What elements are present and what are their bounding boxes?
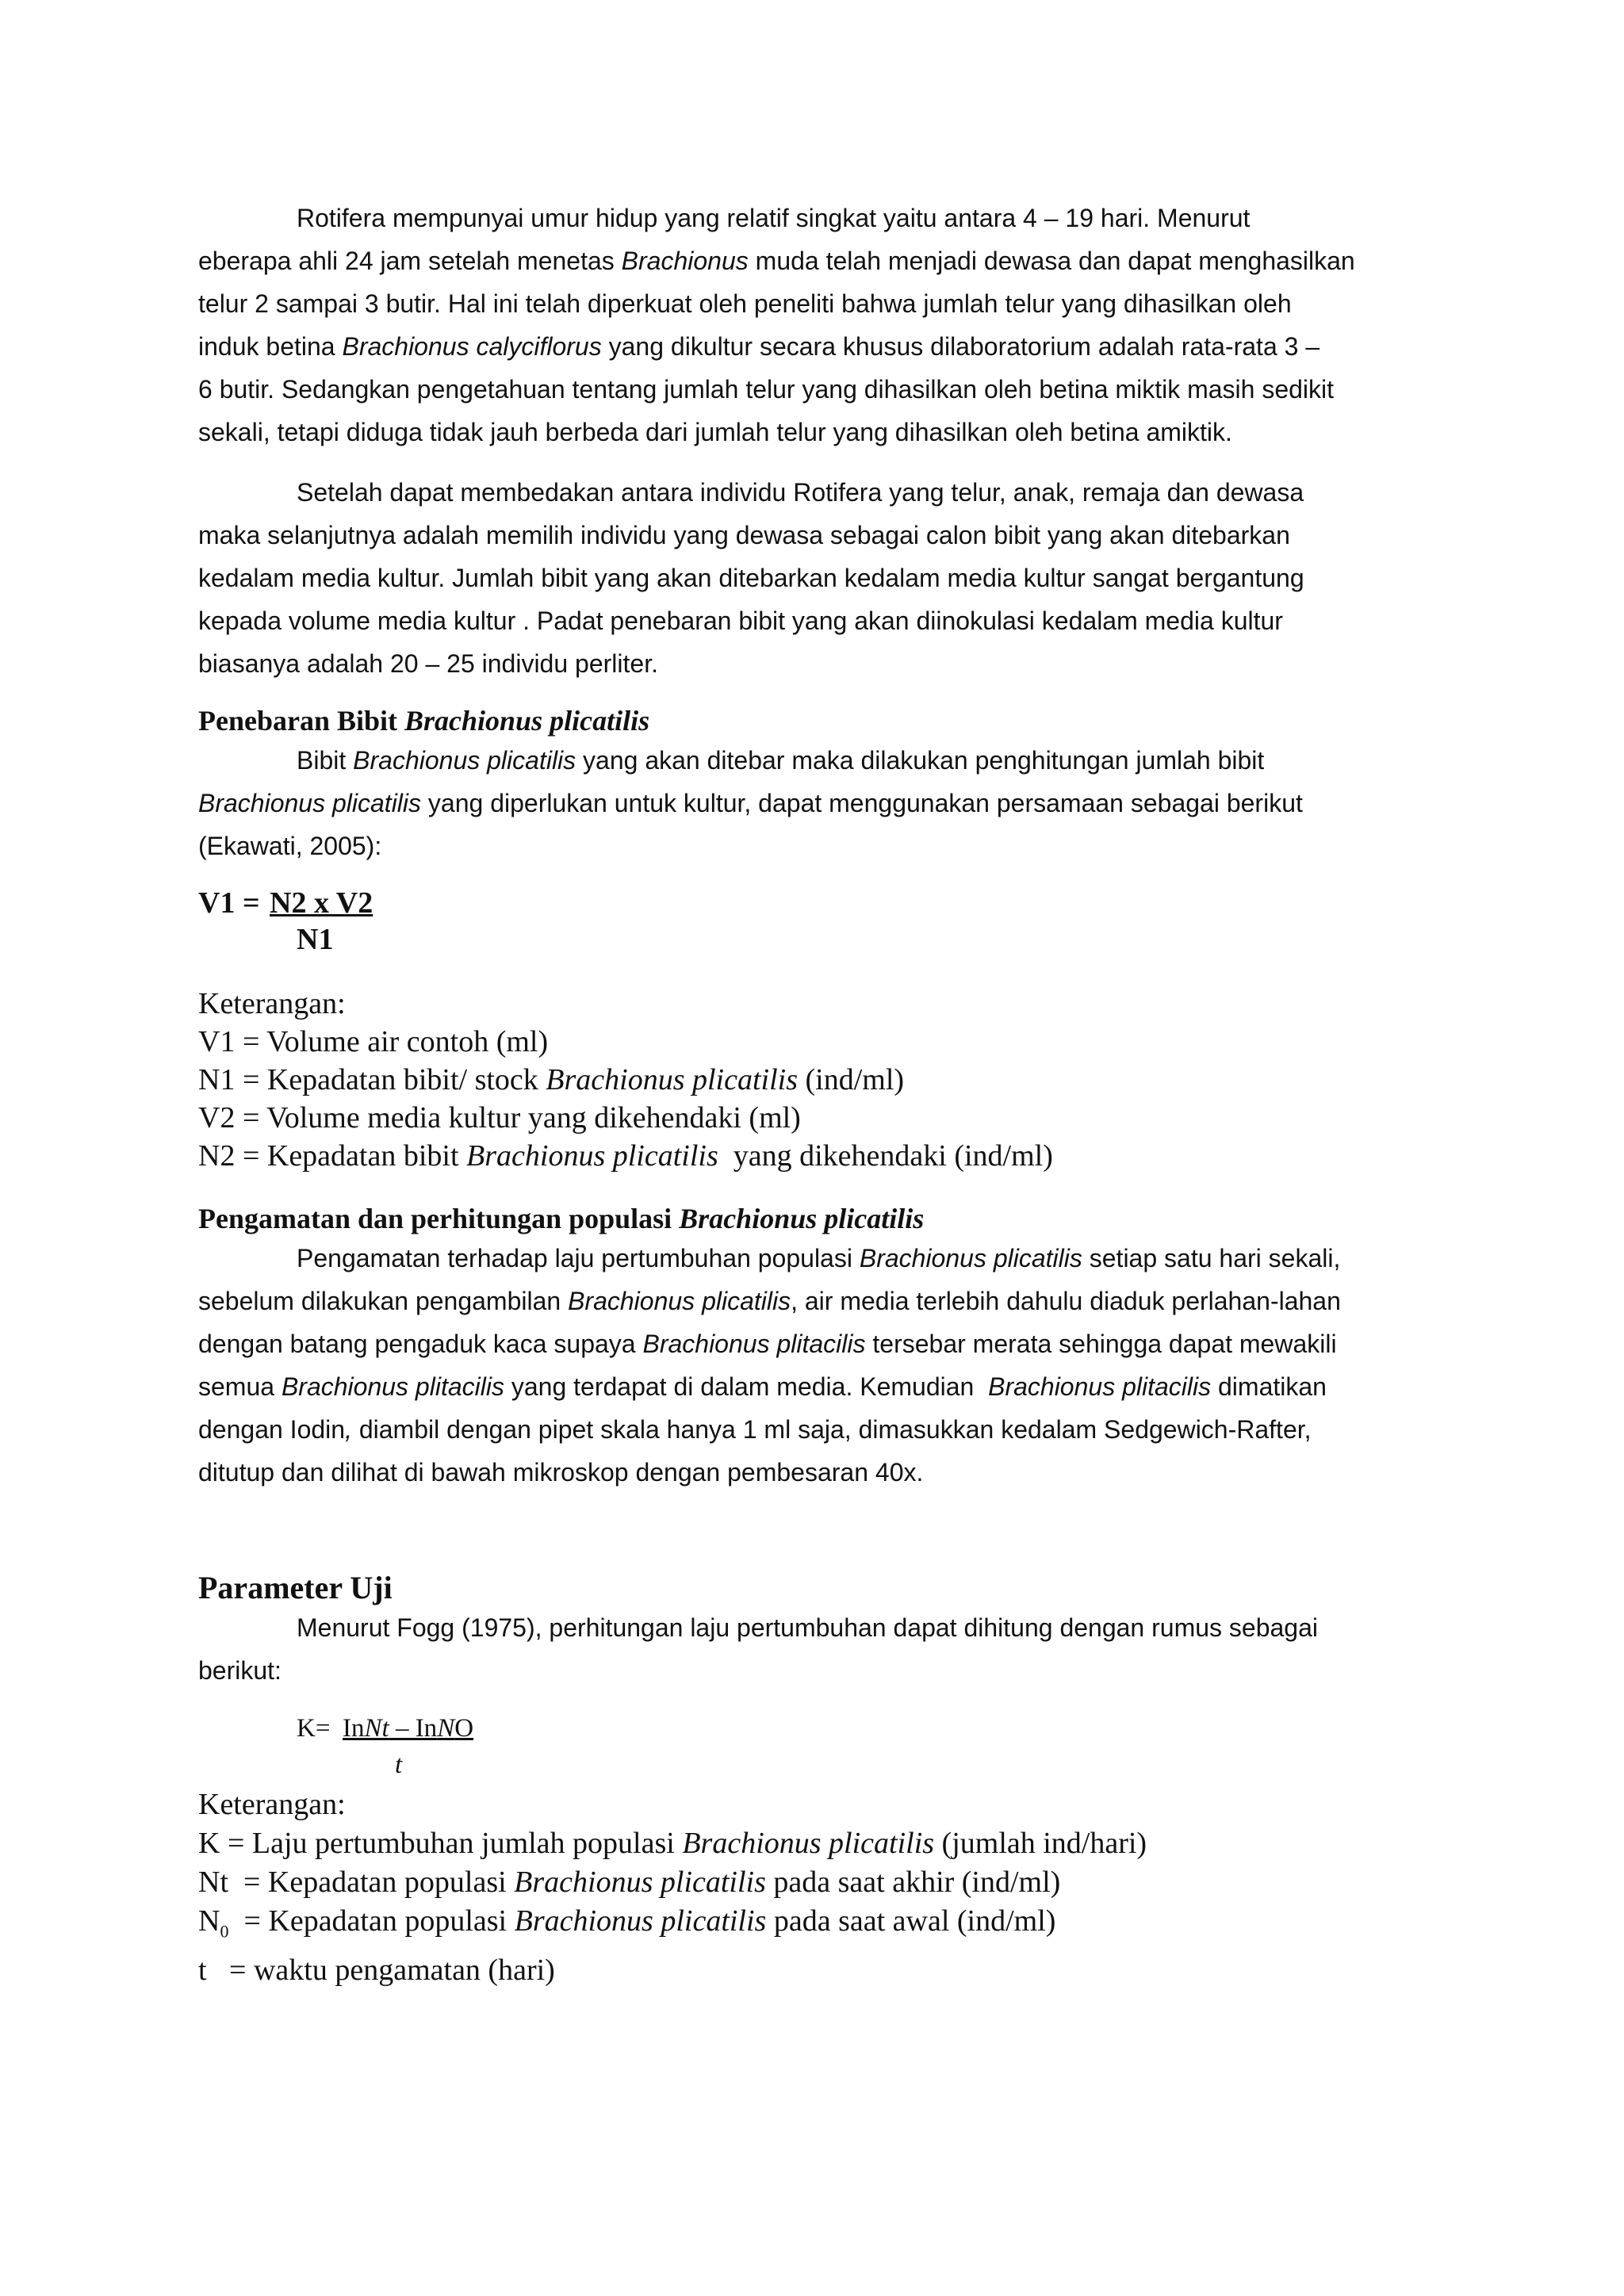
- italic-species: Brachionus plicatilis: [682, 1827, 935, 1860]
- italic-species: Brachionus plicatilis: [514, 1904, 767, 1938]
- keterangan-item: [198, 1902, 1437, 1951]
- text-span: dengan batang pengaduk kaca supaya: [198, 1330, 643, 1358]
- text-span: Nt = Kepadatan populasi: [198, 1866, 515, 1899]
- text-span: muda telah menjadi dewasa dan dapat menghasilkan: [748, 247, 1355, 275]
- text-span: pada saat akhir (ind/ml): [765, 1866, 1061, 1899]
- keterangan-label: Keterangan:: [198, 1788, 346, 1821]
- heading-italic: Brachionus plicatilis: [404, 705, 650, 737]
- text-span: K = Laju pertumbuhan jumlah populasi: [198, 1827, 683, 1860]
- page-content: [198, 197, 1437, 1990]
- text-line: [198, 239, 1437, 282]
- text-line: kedalam media kultur. Jumlah bibit yang akan ditebarkan kedalam media kultur sangat bergantung: [198, 564, 1304, 592]
- text-line: [198, 325, 1437, 368]
- formula-denominator: t: [395, 1751, 403, 1779]
- text-line: Menurut Fogg (1975), perhitungan laju pertumbuhan dapat dihitung dengan rumus sebagai: [297, 1613, 1318, 1642]
- keterangan-list-1: [198, 985, 1437, 1175]
- subscript: 0: [220, 1921, 229, 1942]
- text-span: In: [343, 1714, 365, 1743]
- text-span: N1 = Kepadatan bibit/ stock: [198, 1063, 546, 1096]
- text-line: [198, 782, 1437, 825]
- formula-numerator: N2 x V2: [270, 886, 373, 920]
- section-heading-pengamatan: [198, 1200, 1437, 1237]
- heading-text: Pengamatan dan perhitungan populasi: [198, 1203, 680, 1234]
- keterangan-item: V1 = Volume air contoh (ml): [198, 1025, 549, 1058]
- text-span: semua: [198, 1372, 282, 1401]
- italic-species: Brachionus plitacilis: [642, 1330, 866, 1358]
- text-span: Bibit: [297, 746, 354, 775]
- italic-comma: ,: [345, 1415, 352, 1444]
- paragraph-pengamatan: [198, 1237, 1437, 1494]
- text-line: biasanya adalah 20 – 25 individu perliter.: [198, 649, 658, 678]
- formula-left: K=: [297, 1714, 331, 1743]
- text-line: [198, 1280, 1437, 1322]
- italic-species: Brachionus plicatilis: [859, 1244, 1082, 1272]
- text-span: , air media terlebih dahulu diaduk perlahan-lahan: [791, 1287, 1341, 1315]
- text-span: N2 = Kepadatan bibit: [198, 1139, 467, 1173]
- keterangan-item: V2 = Volume media kultur yang dikehendaki (ml): [198, 1101, 801, 1135]
- text-line: [198, 1237, 1437, 1280]
- text-span: pada saat awal (ind/ml): [766, 1904, 1056, 1938]
- text-span: O: [454, 1714, 474, 1743]
- text-span: yang terdapat di dalam media. Kemudian: [504, 1372, 989, 1401]
- italic-species: Brachionus plicatilis: [198, 789, 422, 817]
- text-span: Pengamatan terhadap laju pertumbuhan populasi: [297, 1244, 860, 1272]
- keterangan-item: [198, 1137, 1437, 1175]
- italic-species: Brachionus plitacilis: [988, 1372, 1212, 1401]
- text-span: = Kepadatan populasi: [228, 1904, 515, 1938]
- text-span: induk betina: [198, 332, 343, 361]
- keterangan-item: t = waktu pengamatan (hari): [198, 1953, 555, 1987]
- text-span: yang dikehendaki (ind/ml): [718, 1139, 1053, 1173]
- keterangan-list-2: [198, 1785, 1437, 1990]
- italic-species: Brachionus plicatilis: [546, 1063, 798, 1096]
- section-heading-parameter: Parameter Uji: [198, 1570, 393, 1605]
- text-span: dengan Iodin: [198, 1415, 346, 1444]
- text-line: berikut:: [198, 1656, 282, 1685]
- text-span: – In: [389, 1714, 438, 1743]
- heading-text: Penebaran Bibit: [198, 705, 405, 737]
- text-line: maka selanjutnya adalah memilih individu yang dewasa sebagai calon bibit yang akan ditebarkan: [198, 521, 1290, 549]
- text-line: telur 2 sampai 3 butir. Hal ini telah diperkuat oleh peneliti bahwa jumlah telur yang dihasilkan oleh: [198, 289, 1292, 318]
- formula-v1: [198, 885, 1437, 961]
- italic-species: Brachionus: [621, 247, 749, 275]
- italic-species: Brachionus plicatilis: [514, 1866, 766, 1899]
- paragraph-rotifera-lifespan: [198, 197, 1437, 453]
- keterangan-item: [198, 1824, 1437, 1863]
- text-span: sebelum dilakukan pengambilan: [198, 1287, 569, 1315]
- italic-species: Brachionus calyciflorus: [342, 332, 602, 361]
- text-span: yang akan ditebar maka dilakukan penghitungan jumlah bibit: [576, 746, 1265, 775]
- italic-species: Brachionus plicatilis: [568, 1287, 791, 1315]
- text-line: sekali, tetapi diduga tidak jauh berbeda dari jumlah telur yang dihasilkan oleh betina amiktik.: [198, 418, 1232, 446]
- paragraph-penebaran: [198, 739, 1437, 867]
- text-span: N: [198, 1904, 220, 1938]
- formula-numerator: [343, 1711, 473, 1746]
- italic-species: Brachionus plitacilis: [281, 1372, 504, 1401]
- text-line: ditutup dan dilihat di bawah mikroskop dengan pembesaran 40x.: [198, 1458, 924, 1487]
- italic-species: Brachionus plicatilis: [353, 746, 576, 775]
- text-line: [198, 1322, 1437, 1365]
- text-span: dimatikan: [1211, 1372, 1327, 1401]
- heading-italic: Brachionus plicatilis: [679, 1203, 925, 1234]
- text-span: (jumlah ind/hari): [934, 1827, 1147, 1860]
- formula-k: [198, 1711, 1437, 1784]
- keterangan-item: [198, 1061, 1437, 1099]
- paragraph-seed-selection: [198, 471, 1437, 685]
- text-span: (ind/ml): [798, 1063, 905, 1096]
- text-line: [198, 1365, 1437, 1408]
- text-line: 6 butir. Sedangkan pengetahuan tentang jumlah telur yang dihasilkan oleh betina miktik masih sedikit: [198, 375, 1335, 404]
- text-span: setiap satu hari sekali,: [1082, 1244, 1341, 1272]
- text-span: yang dikultur secara khusus dilaboratorium adalah rata-rata 3 –: [601, 332, 1320, 361]
- section-heading-penebaran: [198, 702, 1437, 739]
- text-span: diambil dengan pipet skala hanya 1 ml saja, dimasukkan kedalam Sedgewich-Rafter,: [351, 1415, 1312, 1444]
- italic-species: Brachionus plicatilis: [466, 1139, 718, 1173]
- text-line: Setelah dapat membedakan antara individu Rotifera yang telur, anak, remaja dan dewasa: [297, 478, 1304, 507]
- formula-left: V1 =: [198, 886, 260, 920]
- italic-var: Nt: [364, 1714, 389, 1743]
- text-span: yang diperlukan untuk kultur, dapat menggunakan persamaan sebagai berikut: [421, 789, 1303, 817]
- italic-var: N: [437, 1714, 455, 1743]
- text-span: eberapa ahli 24 jam setelah menetas: [198, 247, 622, 275]
- formula-denominator: N1: [297, 923, 334, 956]
- text-line: (Ekawati, 2005):: [198, 832, 382, 860]
- text-span: tersebar merata sehingga dapat mewakili: [865, 1330, 1337, 1358]
- text-line: Rotifera mempunyai umur hidup yang relatif singkat yaitu antara 4 – 19 hari. Menurut: [297, 204, 1251, 232]
- text-line: [198, 1408, 1437, 1451]
- text-line: [198, 739, 1437, 782]
- keterangan-label: Keterangan:: [198, 987, 346, 1020]
- text-line: kepada volume media kultur . Padat penebaran bibit yang akan diinokulasi kedalam media kultur: [198, 607, 1283, 635]
- paragraph-parameter: [198, 1606, 1437, 1692]
- keterangan-item: [198, 1863, 1437, 1902]
